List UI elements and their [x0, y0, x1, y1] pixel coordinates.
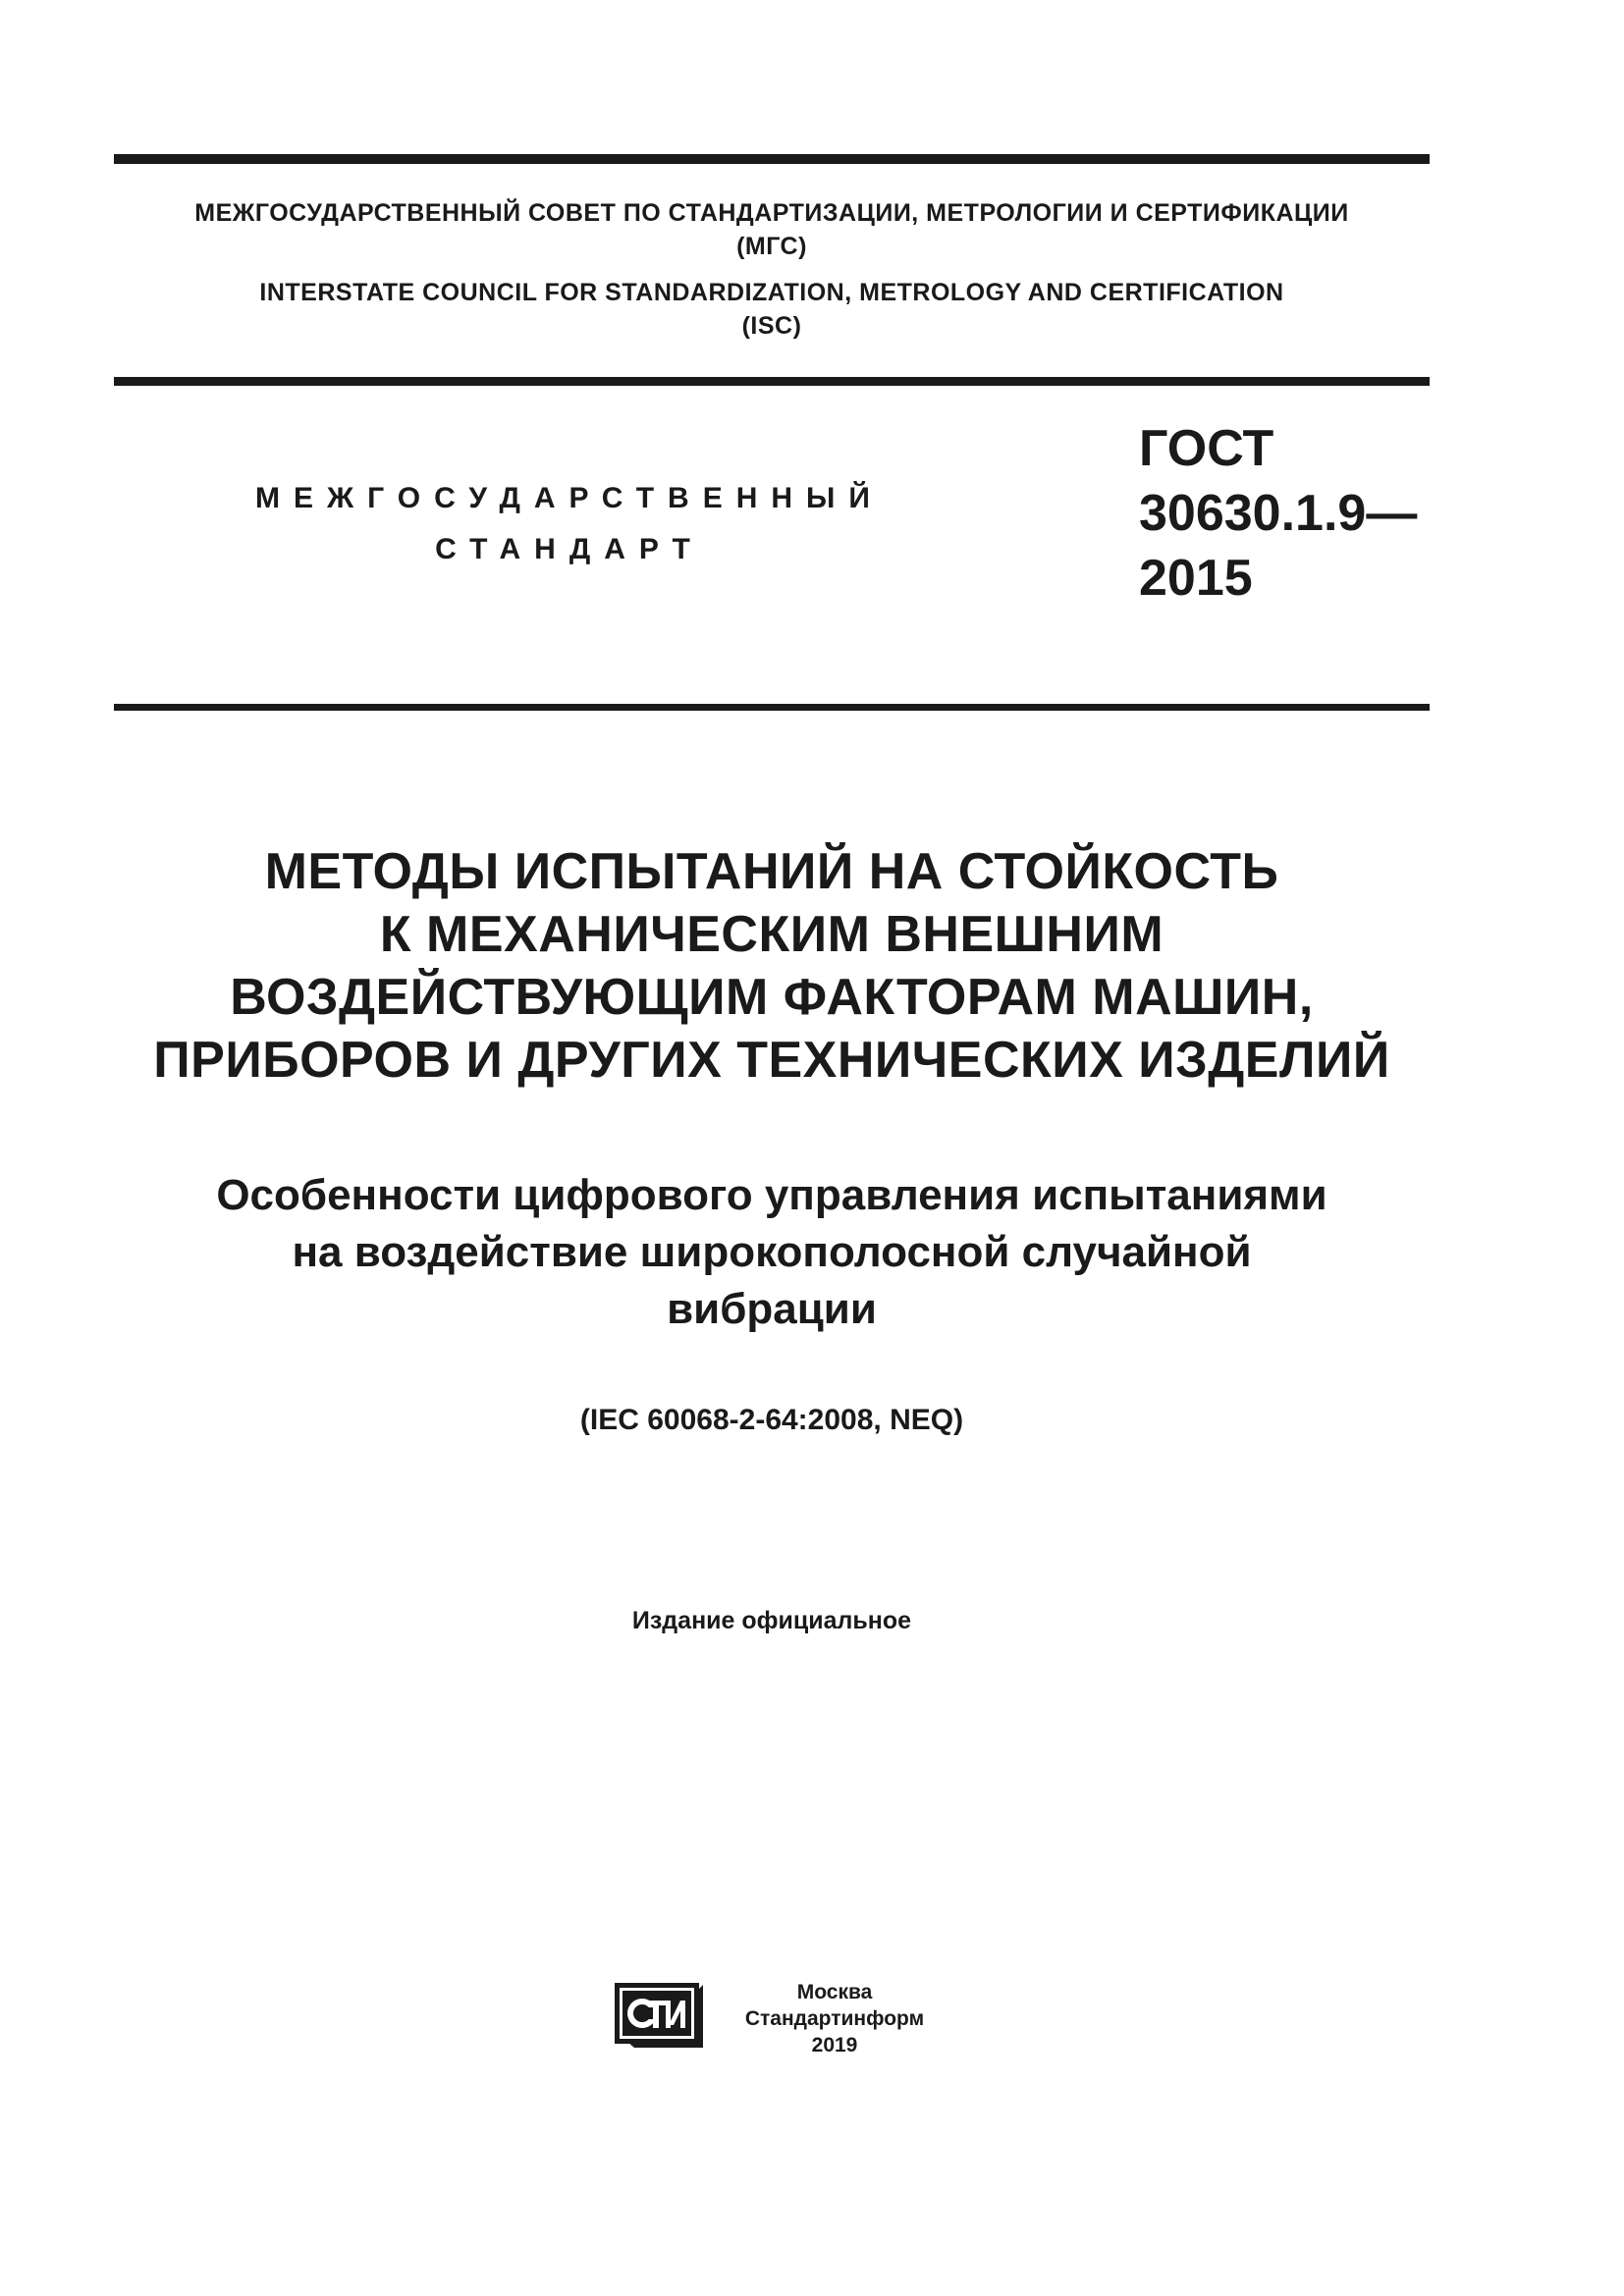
council-rule	[114, 377, 1430, 386]
designation-year: 2015	[1139, 550, 1253, 607]
publisher-city: Москва	[796, 1981, 873, 2003]
standard-type-line1: МЕЖГОСУДАРСТВЕННЫЙ	[255, 482, 884, 514]
council-name-ru	[114, 196, 1430, 263]
council-abbrev-ru: (МГС)	[736, 233, 807, 260]
subtitle-line: на воздействие широкополосной случайной	[292, 1228, 1252, 1276]
document-subtitle	[98, 1167, 1445, 1338]
title-line: ВОЗДЕЙСТВУЮЩИМ ФАКТОРАМ МАШИН,	[230, 969, 1314, 1026]
designation-prefix: ГОСТ	[1139, 420, 1274, 477]
council-name-en-line: INTERSTATE COUNCIL FOR STANDARDIZATION, METROLOGY AND CERTIFICATION	[259, 279, 1284, 306]
title-line: ПРИБОРОВ И ДРУГИХ ТЕХНИЧЕСКИХ ИЗДЕЛИЙ	[153, 1032, 1390, 1089]
edition-label: Издание официальное	[631, 1607, 912, 1634]
title-line: МЕТОДЫ ИСПЫТАНИЙ НА СТОЙКОСТЬ	[264, 843, 1279, 900]
designation-number: 30630.1.9—	[1139, 485, 1418, 542]
header-rule	[114, 704, 1430, 711]
publisher-info	[717, 1979, 952, 2058]
council-name-en	[114, 276, 1430, 343]
subtitle-line: вибрации	[667, 1285, 877, 1333]
international-reference: (IEC 60068-2-64:2008, NEQ)	[579, 1404, 964, 1436]
top-rule	[114, 154, 1430, 164]
council-name-ru-line: МЕЖГОСУДАРСТВЕННЫЙ СОВЕТ ПО СТАНДАРТИЗАЦИИ, МЕТРОЛОГИИ И СЕРТИФИКАЦИИ	[194, 199, 1349, 227]
publication-year: 2019	[811, 2034, 858, 2056]
standard-designation	[1139, 416, 1417, 611]
publisher-name: Стандартинформ	[744, 2007, 925, 2030]
council-abbrev-en: (ISC)	[741, 312, 802, 340]
subtitle-line: Особенности цифрового управления испытаниями	[216, 1171, 1327, 1219]
title-line: К МЕХАНИЧЕСКИМ ВНЕШНИМ	[379, 906, 1164, 963]
standard-type	[196, 473, 943, 575]
document-title	[98, 840, 1445, 1092]
standard-type-line2: СТАНДАРТ	[435, 533, 704, 565]
publisher-logo-icon	[613, 1979, 705, 2050]
